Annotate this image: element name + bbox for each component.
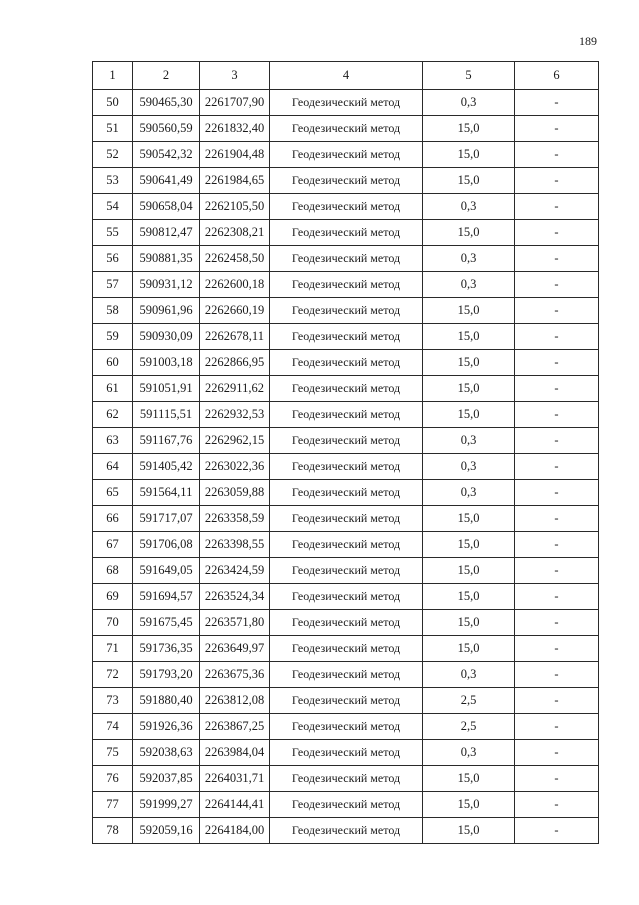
note-cell: - [515,740,599,766]
method-cell: Геодезический метод [270,272,423,298]
table-header-row [93,62,599,90]
accuracy-cell: 2,5 [423,688,515,714]
note-cell: - [515,246,599,272]
accuracy-cell: 0,3 [423,428,515,454]
note-cell: - [515,116,599,142]
point-number-cell: 71 [93,636,133,662]
table-row [93,766,599,792]
x-coordinate-cell: 591167,76 [133,428,200,454]
note-cell: - [515,376,599,402]
method-cell: Геодезический метод [270,168,423,194]
x-coordinate-cell: 591717,07 [133,506,200,532]
x-coordinate-cell: 591706,08 [133,532,200,558]
point-number-cell: 75 [93,740,133,766]
point-number-cell: 51 [93,116,133,142]
accuracy-cell: 0,3 [423,662,515,688]
x-coordinate-cell: 592038,63 [133,740,200,766]
note-cell: - [515,454,599,480]
y-coordinate-cell: 2262678,11 [200,324,270,350]
x-coordinate-cell: 591736,35 [133,636,200,662]
table-row [93,350,599,376]
point-number-cell: 77 [93,792,133,818]
accuracy-cell: 15,0 [423,350,515,376]
method-cell: Геодезический метод [270,662,423,688]
point-number-cell: 62 [93,402,133,428]
point-number-cell: 55 [93,220,133,246]
y-coordinate-cell: 2264031,71 [200,766,270,792]
point-number-cell: 74 [93,714,133,740]
y-coordinate-cell: 2263524,34 [200,584,270,610]
y-coordinate-cell: 2263867,25 [200,714,270,740]
point-number-cell: 50 [93,90,133,116]
note-cell: - [515,90,599,116]
table-row [93,402,599,428]
point-number-cell: 73 [93,688,133,714]
x-coordinate-cell: 591051,91 [133,376,200,402]
point-number-cell: 61 [93,376,133,402]
y-coordinate-cell: 2264144,41 [200,792,270,818]
x-coordinate-cell: 592059,16 [133,818,200,844]
method-cell: Геодезический метод [270,246,423,272]
point-number-cell: 76 [93,766,133,792]
note-cell: - [515,714,599,740]
method-cell: Геодезический метод [270,532,423,558]
table-row [93,142,599,168]
accuracy-cell: 15,0 [423,766,515,792]
y-coordinate-cell: 2261832,40 [200,116,270,142]
accuracy-cell: 15,0 [423,584,515,610]
page-number: 189 [579,34,597,48]
y-coordinate-cell: 2263649,97 [200,636,270,662]
table-row [93,220,599,246]
table-row [93,480,599,506]
table-row [93,454,599,480]
table-row [93,662,599,688]
table-row [93,298,599,324]
method-cell: Геодезический метод [270,116,423,142]
y-coordinate-cell: 2263022,36 [200,454,270,480]
note-cell: - [515,168,599,194]
y-coordinate-cell: 2262932,53 [200,402,270,428]
point-number-cell: 66 [93,506,133,532]
point-number-cell: 65 [93,480,133,506]
method-cell: Геодезический метод [270,792,423,818]
method-cell: Геодезический метод [270,376,423,402]
x-coordinate-cell: 591926,36 [133,714,200,740]
column-header: 3 [200,62,270,90]
accuracy-cell: 15,0 [423,792,515,818]
x-coordinate-cell: 591003,18 [133,350,200,376]
x-coordinate-cell: 591405,42 [133,454,200,480]
method-cell: Геодезический метод [270,688,423,714]
table-row [93,324,599,350]
method-cell: Геодезический метод [270,428,423,454]
x-coordinate-cell: 590930,09 [133,324,200,350]
accuracy-cell: 15,0 [423,298,515,324]
note-cell: - [515,194,599,220]
accuracy-cell: 15,0 [423,610,515,636]
table-row [93,246,599,272]
y-coordinate-cell: 2263358,59 [200,506,270,532]
point-number-cell: 56 [93,246,133,272]
y-coordinate-cell: 2264184,00 [200,818,270,844]
point-number-cell: 78 [93,818,133,844]
point-number-cell: 68 [93,558,133,584]
accuracy-cell: 0,3 [423,90,515,116]
method-cell: Геодезический метод [270,506,423,532]
column-header: 1 [93,62,133,90]
y-coordinate-cell: 2262600,18 [200,272,270,298]
accuracy-cell: 15,0 [423,324,515,350]
method-cell: Геодезический метод [270,636,423,662]
accuracy-cell: 15,0 [423,220,515,246]
method-cell: Геодезический метод [270,350,423,376]
note-cell: - [515,220,599,246]
accuracy-cell: 0,3 [423,246,515,272]
accuracy-cell: 15,0 [423,168,515,194]
table-row [93,376,599,402]
x-coordinate-cell: 590961,96 [133,298,200,324]
table-row [93,116,599,142]
table-row [93,792,599,818]
note-cell: - [515,766,599,792]
y-coordinate-cell: 2262660,19 [200,298,270,324]
x-coordinate-cell: 590812,47 [133,220,200,246]
x-coordinate-cell: 590560,59 [133,116,200,142]
table-row [93,428,599,454]
table-row [93,740,599,766]
column-header: 5 [423,62,515,90]
table-row [93,272,599,298]
y-coordinate-cell: 2263571,80 [200,610,270,636]
y-coordinate-cell: 2263059,88 [200,480,270,506]
accuracy-cell: 0,3 [423,740,515,766]
accuracy-cell: 15,0 [423,402,515,428]
note-cell: - [515,610,599,636]
column-header: 2 [133,62,200,90]
point-number-cell: 60 [93,350,133,376]
note-cell: - [515,272,599,298]
accuracy-cell: 15,0 [423,142,515,168]
note-cell: - [515,532,599,558]
x-coordinate-cell: 591999,27 [133,792,200,818]
accuracy-cell: 15,0 [423,376,515,402]
note-cell: - [515,350,599,376]
y-coordinate-cell: 2263984,04 [200,740,270,766]
x-coordinate-cell: 590658,04 [133,194,200,220]
note-cell: - [515,402,599,428]
table-row [93,90,599,116]
x-coordinate-cell: 590465,30 [133,90,200,116]
y-coordinate-cell: 2263675,36 [200,662,270,688]
table-row [93,610,599,636]
method-cell: Геодезический метод [270,610,423,636]
table-row [93,506,599,532]
point-number-cell: 72 [93,662,133,688]
accuracy-cell: 2,5 [423,714,515,740]
y-coordinate-cell: 2261904,48 [200,142,270,168]
method-cell: Геодезический метод [270,480,423,506]
point-number-cell: 63 [93,428,133,454]
accuracy-cell: 0,3 [423,454,515,480]
y-coordinate-cell: 2261984,65 [200,168,270,194]
table-row [93,688,599,714]
x-coordinate-cell: 590931,12 [133,272,200,298]
x-coordinate-cell: 590542,32 [133,142,200,168]
table-row [93,636,599,662]
x-coordinate-cell: 591115,51 [133,402,200,428]
point-number-cell: 67 [93,532,133,558]
y-coordinate-cell: 2263812,08 [200,688,270,714]
point-number-cell: 58 [93,298,133,324]
x-coordinate-cell: 591564,11 [133,480,200,506]
table-row [93,194,599,220]
table-row [93,532,599,558]
note-cell: - [515,480,599,506]
point-number-cell: 64 [93,454,133,480]
note-cell: - [515,636,599,662]
method-cell: Геодезический метод [270,558,423,584]
note-cell: - [515,142,599,168]
table-row [93,584,599,610]
table-row [93,818,599,844]
method-cell: Геодезический метод [270,220,423,246]
note-cell: - [515,792,599,818]
method-cell: Геодезический метод [270,324,423,350]
y-coordinate-cell: 2263398,55 [200,532,270,558]
point-number-cell: 54 [93,194,133,220]
method-cell: Геодезический метод [270,402,423,428]
x-coordinate-cell: 592037,85 [133,766,200,792]
y-coordinate-cell: 2263424,59 [200,558,270,584]
x-coordinate-cell: 590641,49 [133,168,200,194]
x-coordinate-cell: 591880,40 [133,688,200,714]
method-cell: Геодезический метод [270,142,423,168]
y-coordinate-cell: 2262911,62 [200,376,270,402]
note-cell: - [515,298,599,324]
method-cell: Геодезический метод [270,90,423,116]
y-coordinate-cell: 2262458,50 [200,246,270,272]
point-number-cell: 52 [93,142,133,168]
accuracy-cell: 15,0 [423,636,515,662]
y-coordinate-cell: 2262308,21 [200,220,270,246]
method-cell: Геодезический метод [270,766,423,792]
y-coordinate-cell: 2262962,15 [200,428,270,454]
table-row [93,558,599,584]
x-coordinate-cell: 591675,45 [133,610,200,636]
coordinates-table [92,61,599,844]
x-coordinate-cell: 591694,57 [133,584,200,610]
accuracy-cell: 15,0 [423,116,515,142]
x-coordinate-cell: 590881,35 [133,246,200,272]
note-cell: - [515,324,599,350]
note-cell: - [515,584,599,610]
method-cell: Геодезический метод [270,740,423,766]
table-body [93,90,599,844]
note-cell: - [515,688,599,714]
point-number-cell: 53 [93,168,133,194]
method-cell: Геодезический метод [270,298,423,324]
note-cell: - [515,558,599,584]
point-number-cell: 59 [93,324,133,350]
method-cell: Геодезический метод [270,194,423,220]
accuracy-cell: 0,3 [423,194,515,220]
table-row [93,168,599,194]
accuracy-cell: 15,0 [423,558,515,584]
note-cell: - [515,428,599,454]
note-cell: - [515,506,599,532]
accuracy-cell: 15,0 [423,818,515,844]
x-coordinate-cell: 591649,05 [133,558,200,584]
table-row [93,714,599,740]
y-coordinate-cell: 2262866,95 [200,350,270,376]
note-cell: - [515,818,599,844]
point-number-cell: 57 [93,272,133,298]
method-cell: Геодезический метод [270,584,423,610]
note-cell: - [515,662,599,688]
method-cell: Геодезический метод [270,714,423,740]
column-header: 4 [270,62,423,90]
x-coordinate-cell: 591793,20 [133,662,200,688]
point-number-cell: 70 [93,610,133,636]
accuracy-cell: 0,3 [423,272,515,298]
accuracy-cell: 15,0 [423,506,515,532]
accuracy-cell: 15,0 [423,532,515,558]
point-number-cell: 69 [93,584,133,610]
column-header: 6 [515,62,599,90]
y-coordinate-cell: 2262105,50 [200,194,270,220]
method-cell: Геодезический метод [270,818,423,844]
method-cell: Геодезический метод [270,454,423,480]
accuracy-cell: 0,3 [423,480,515,506]
y-coordinate-cell: 2261707,90 [200,90,270,116]
